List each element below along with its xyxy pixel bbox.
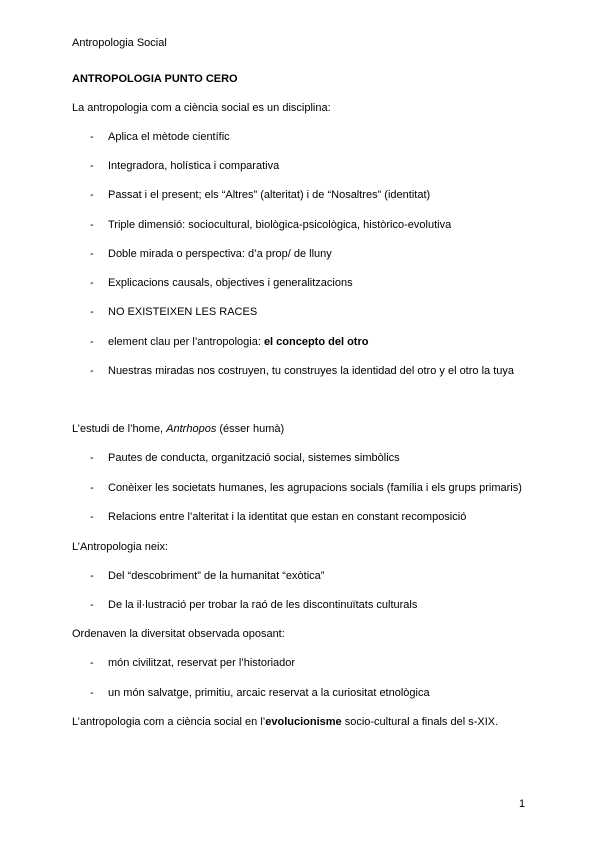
list-item: Relacions entre l’alteritat i la identitat que estan en constant recomposició (108, 511, 467, 523)
document-title: ANTROPOLOGIA PUNTO CERO (72, 73, 238, 85)
bullet-dash: - (90, 189, 94, 201)
bullet-dash: - (90, 570, 94, 582)
list-item: De la il·lustració per trobar la raó de les discontinuïtats culturals (108, 599, 418, 611)
list-item: Doble mirada o perspectiva: d’a prop/ de lluny (108, 248, 332, 260)
bullet-dash: - (90, 687, 94, 699)
ordered-paragraph: Ordenaven la diversitat observada oposant: (72, 628, 285, 640)
bullet-dash: - (90, 131, 94, 143)
bullet-dash: - (90, 365, 94, 377)
study-text: L’estudi de l’home, (72, 423, 167, 435)
page-number: 1 (519, 798, 526, 810)
list-item-text: element clau per l’antropologia: (108, 336, 264, 348)
list-item-emphasis: el concepto del otro (263, 336, 369, 348)
bullet-dash: - (90, 482, 94, 494)
list-item: món civilitzat, reservat per l’historiador (108, 657, 296, 669)
birth-paragraph: L’Antropologia neix: (72, 541, 169, 553)
page-header: Antropologia Social (72, 37, 167, 49)
list-item: NO EXISTEIXEN LES RACES (108, 306, 258, 318)
bullet-dash: - (90, 511, 94, 523)
list-item: Integradora, holística i comparativa (108, 160, 280, 172)
list-item: Passat i el present; els “Altres” (alteritat) i de “Nosaltres” (identitat) (108, 189, 431, 201)
study-text-after: (ésser humà) (216, 423, 285, 435)
bullet-dash: - (90, 248, 94, 260)
list-item (108, 335, 368, 349)
bullet-dash: - (90, 599, 94, 611)
list-item: Nuestras miradas nos costruyen, tu construyes la identidad del otro y el otro la tuya (108, 365, 514, 377)
list-item: Explicacions causals, objectives i generalitzacions (108, 277, 353, 289)
bullet-dash: - (90, 277, 94, 289)
bullet-dash: - (90, 336, 94, 348)
closing-text: L’antropologia com a ciència social en l’ (72, 716, 266, 728)
bullet-dash: - (90, 452, 94, 464)
list-item: un món salvatge, primitiu, arcaic reservat a la curiositat etnològica (108, 687, 430, 699)
list-item: Pautes de conducta, organització social, sistemes simbòlics (108, 452, 400, 464)
list-item: Del “descobriment” de la humanitat “exòtica” (108, 570, 325, 582)
study-paragraph (72, 422, 284, 436)
closing-emphasis: evolucionisme (265, 716, 342, 728)
intro-paragraph: La antropologia com a ciència social es un disciplina: (72, 102, 331, 114)
list-item: Conèixer les societats humanes, les agrupacions socials (família i els grups primaris) (108, 482, 522, 494)
closing-text-after: socio-cultural a finals del s-XIX. (341, 716, 499, 728)
bullet-dash: - (90, 219, 94, 231)
bullet-dash: - (90, 306, 94, 318)
bullet-dash: - (90, 657, 94, 669)
list-item: Aplica el mètode científic (108, 131, 230, 143)
list-item: Triple dimensió: sociocultural, biològica-psicològica, històrico-evolutiva (108, 219, 452, 231)
bullet-dash: - (90, 160, 94, 172)
closing-paragraph (72, 715, 498, 729)
study-italic: Antrhopos (166, 423, 217, 435)
